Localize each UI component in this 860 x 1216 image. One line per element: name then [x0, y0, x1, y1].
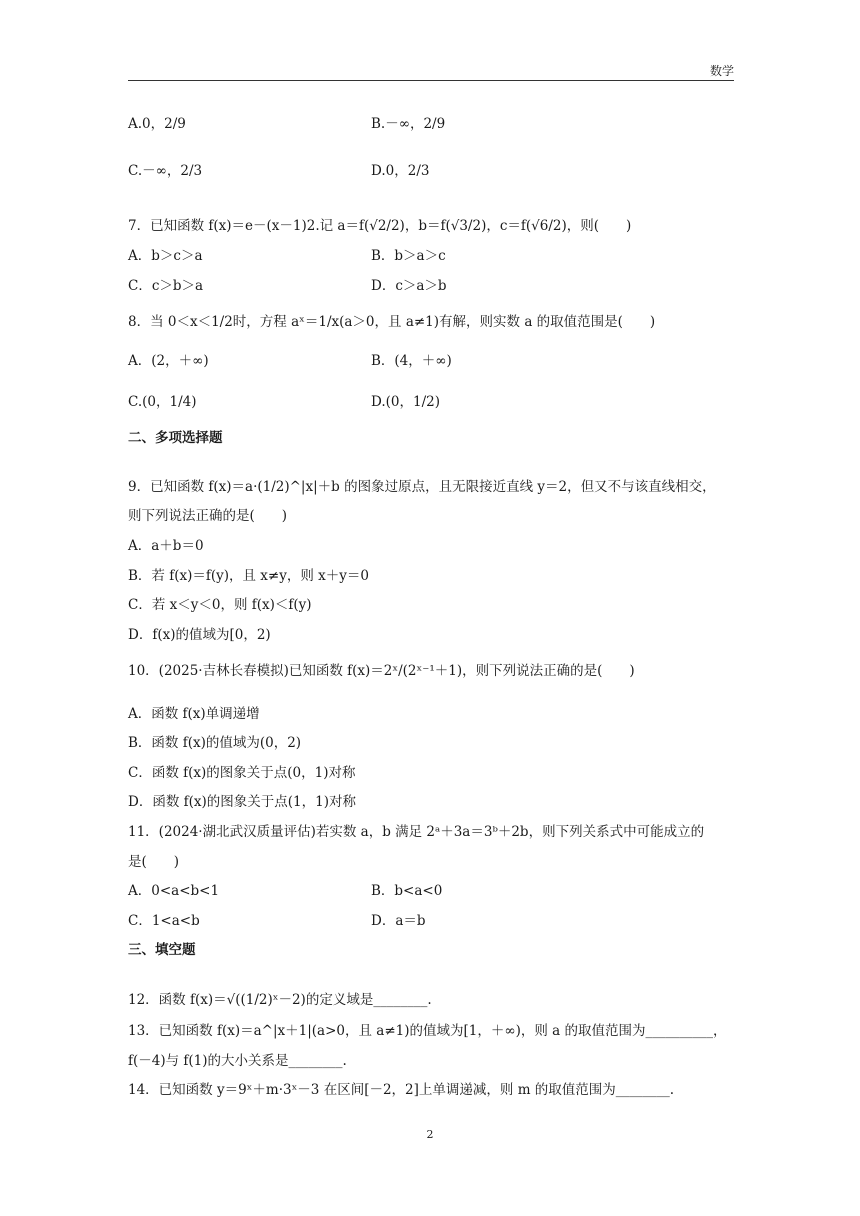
q10-stem: 10．(2025·吉林长春模拟)已知函数 f(x)＝2ˣ/(2ˣ⁻¹＋1)，则下列说法正确的是( ) [128, 663, 635, 679]
q6-option-c: C.－∞，2/3 [128, 163, 203, 179]
q14-stem: 14．已知函数 y＝9ˣ＋m·3ˣ－3 在区间[－2，2]上单调递减，则 m 的取值范围为________. [128, 1082, 675, 1098]
q11-option-c: C．1<a<b [128, 913, 200, 929]
section-fill-in-heading: 三、填空题 [128, 942, 196, 958]
q6-option-c-text: －∞，2/3 [142, 163, 203, 179]
q7-option-b: B．b＞a＞c [371, 248, 446, 264]
q11-stem-line2: 是( ) [128, 854, 180, 870]
q11-option-b: B．b<a<0 [371, 883, 443, 899]
q8-stem: 8．当 0＜x＜1/2时，方程 aˣ＝1/x(a＞0，且 a≠1)有解，则实数 a 的取值范围是( ) [128, 314, 656, 330]
q10-option-a: A．函数 f(x)单调递增 [128, 706, 260, 722]
q7-option-d: D．c＞a＞b [371, 278, 447, 294]
q10-option-d: D．函数 f(x)的图象关于点(1，1)对称 [128, 794, 356, 810]
q6-option-a: A.0，2/9 [128, 116, 186, 132]
q11-stem-line1: 11．(2024·湖北武汉质量评估)若实数 a，b 满足 2ᵃ＋3a＝3ᵇ＋2b，则下列关系式中可能成立的 [128, 824, 705, 840]
section-multiple-choice-heading: 二、多项选择题 [128, 430, 223, 446]
q6-option-a-text: 0，2/9 [142, 116, 186, 132]
q9-stem-line2: 则下列说法正确的是( ) [128, 508, 288, 524]
q9-option-c: C．若 x＜y＜0，则 f(x)＜f(y) [128, 597, 312, 613]
q12-stem: 12．函数 f(x)＝√((1/2)ˣ－2)的定义域是________. [128, 992, 432, 1008]
q13-line2: f(－4)与 f(1)的大小关系是________. [128, 1053, 347, 1069]
q8-option-a: A．(2，＋∞) [128, 353, 209, 369]
page-number: 2 [426, 1128, 434, 1141]
q6-option-d-text: 0，2/3 [385, 163, 430, 179]
q10-option-c: C．函数 f(x)的图象关于点(0，1)对称 [128, 765, 356, 781]
q9-option-b: B．若 f(x)＝f(y)，且 x≠y，则 x＋y＝0 [128, 568, 369, 584]
q6-option-b: B.－∞，2/9 [371, 116, 446, 132]
q8-option-c: C.(0，1/4) [128, 394, 197, 410]
q8-option-b: B．(4，＋∞) [371, 353, 452, 369]
q13-line1: 13．已知函数 f(x)＝a^|x＋1|(a>0，且 a≠1)的值域为[1，＋∞)，则 a 的取值范围为__________， [128, 1023, 727, 1039]
q9-option-a: A．a＋b＝0 [128, 538, 204, 554]
q11-option-a: A．0<a<b<1 [128, 883, 220, 899]
q9-option-d: D．f(x)的值域为[0，2) [128, 627, 271, 643]
q6-option-b-text: －∞，2/9 [385, 116, 446, 132]
subject-label: 数学 [709, 64, 734, 78]
page-header [128, 62, 734, 81]
q8-option-d: D.(0，1/2) [371, 394, 440, 410]
q9-stem-line1: 9．已知函数 f(x)＝a·(1/2)^|x|＋b 的图象过原点，且无限接近直线 y＝2，但又不与该直线相交， [128, 479, 716, 495]
q7-option-a: A．b＞c＞a [128, 248, 203, 264]
q7-option-c: C．c＞b＞a [128, 278, 204, 294]
q7-stem: 7．已知函数 f(x)＝e－(x－1)2.记 a＝f(√2/2)，b＝f(√3/2)，c＝f(√6/2)，则( ) [128, 218, 632, 234]
q11-option-d: D．a＝b [371, 913, 426, 929]
q6-option-d: D.0，2/3 [371, 163, 430, 179]
q10-option-b: B．函数 f(x)的值域为(0，2) [128, 735, 302, 751]
